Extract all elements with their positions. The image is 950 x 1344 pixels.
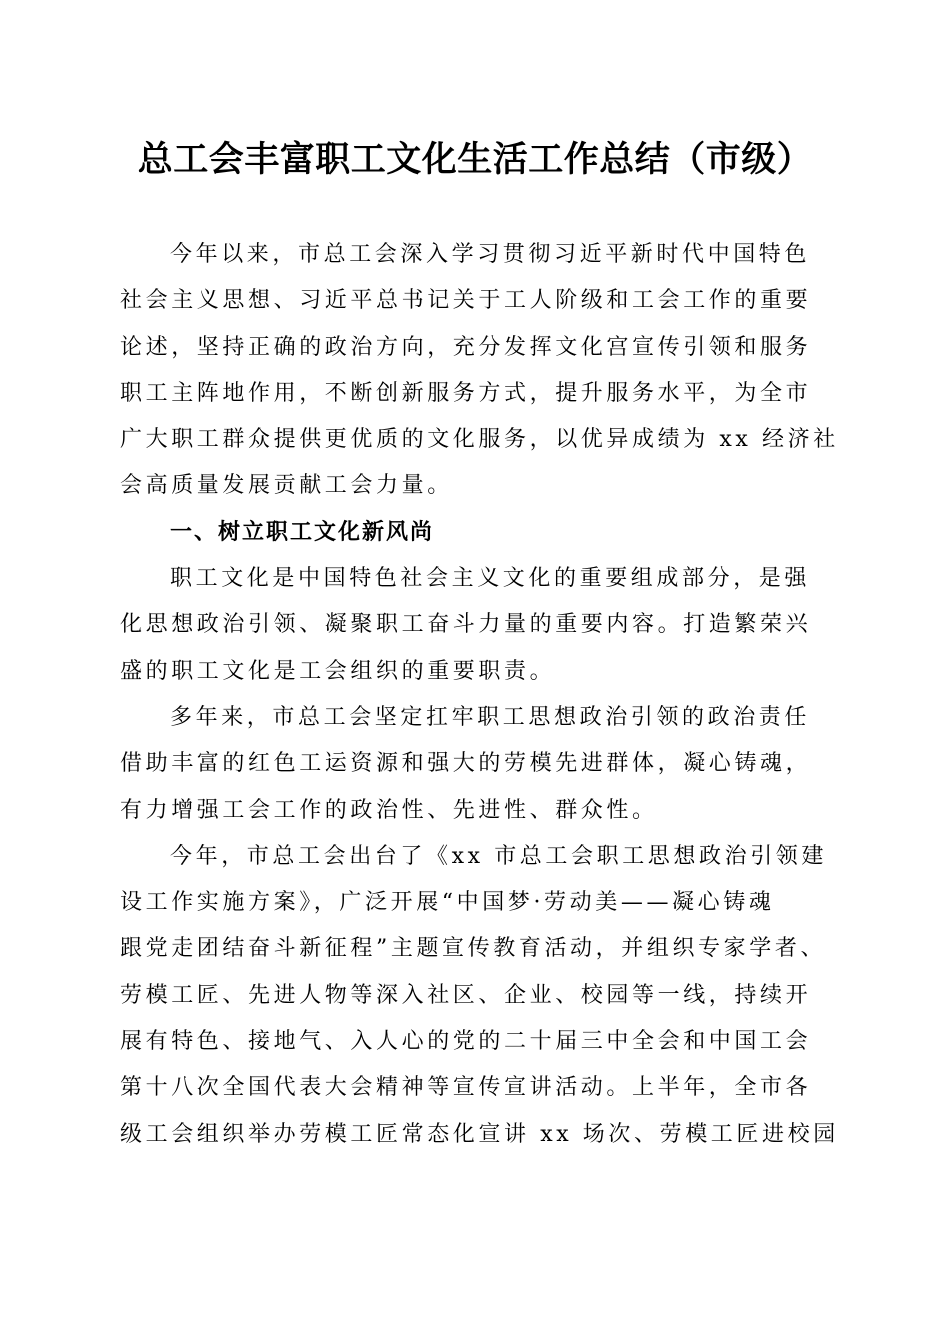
paragraph-line: 借助丰富的红色工运资源和强大的劳模先进群体，凝心铸魂， — [120, 751, 812, 777]
paragraph-line: 多年来，市总工会坚定扛牢职工思想政治引领的政治责任 — [170, 704, 811, 730]
section-heading: 一、树立职工文化新风尚 — [170, 519, 435, 545]
paragraph-line: 论述，坚持正确的政治方向，充分发挥文化宫宣传引领和服务 — [120, 334, 812, 360]
paragraph-line: 盛的职工文化是工会组织的重要职责。 — [120, 658, 556, 684]
paragraph-line: 化思想政治引领、凝聚职工奋斗力量的重要内容。打造繁荣兴 — [120, 612, 812, 638]
document-title: 总工会丰富职工文化生活工作总结（市级） — [137, 140, 813, 180]
paragraph-line: 跟党走团结奋斗新征程”主题宣传教育活动，并组织专家学者、 — [120, 936, 827, 962]
paragraph-line: 今年以来，市总工会深入学习贯彻习近平新时代中国特色 — [170, 242, 811, 267]
paragraph-line: 广大职工群众提供更优质的文化服务，以优异成绩为 xx 经济社 — [120, 427, 839, 453]
paragraph-line: 会高质量发展贡献工会力量。 — [120, 473, 453, 499]
paragraph-line: 职工文化是中国特色社会主义文化的重要组成部分，是强 — [170, 566, 811, 592]
paragraph-line: 有力增强工会工作的政治性、先进性、群众性。 — [120, 797, 658, 823]
paragraph-line: 第十八次全国代表大会精神等宣传宣讲活动。上半年，全市各 — [120, 1075, 812, 1101]
paragraph-line: 展有特色、接地气、入人心的党的二十届三中全会和中国工会 — [120, 1029, 812, 1055]
paragraph-line: 职工主阵地作用，不断创新服务方式，提升服务水平，为全市 — [120, 380, 812, 406]
document-body — [120, 232, 839, 1158]
paragraph-line: 劳模工匠、先进人物等深入社区、企业、校园等一线，持续开 — [120, 982, 812, 1008]
paragraph-line: 今年，市总工会出台了《xx 市总工会职工思想政治引领建 — [170, 843, 828, 869]
paragraph-line: 级工会组织举办劳模工匠常态化宣讲 xx 场次、劳模工匠进校园 — [120, 1121, 839, 1147]
paragraph-line: 设工作实施方案》，广泛开展“中国梦·劳动美——凝心铸魂 — [120, 890, 775, 916]
paragraph-line: 社会主义思想、习近平总书记关于工人阶级和工会工作的重要 — [120, 288, 812, 314]
